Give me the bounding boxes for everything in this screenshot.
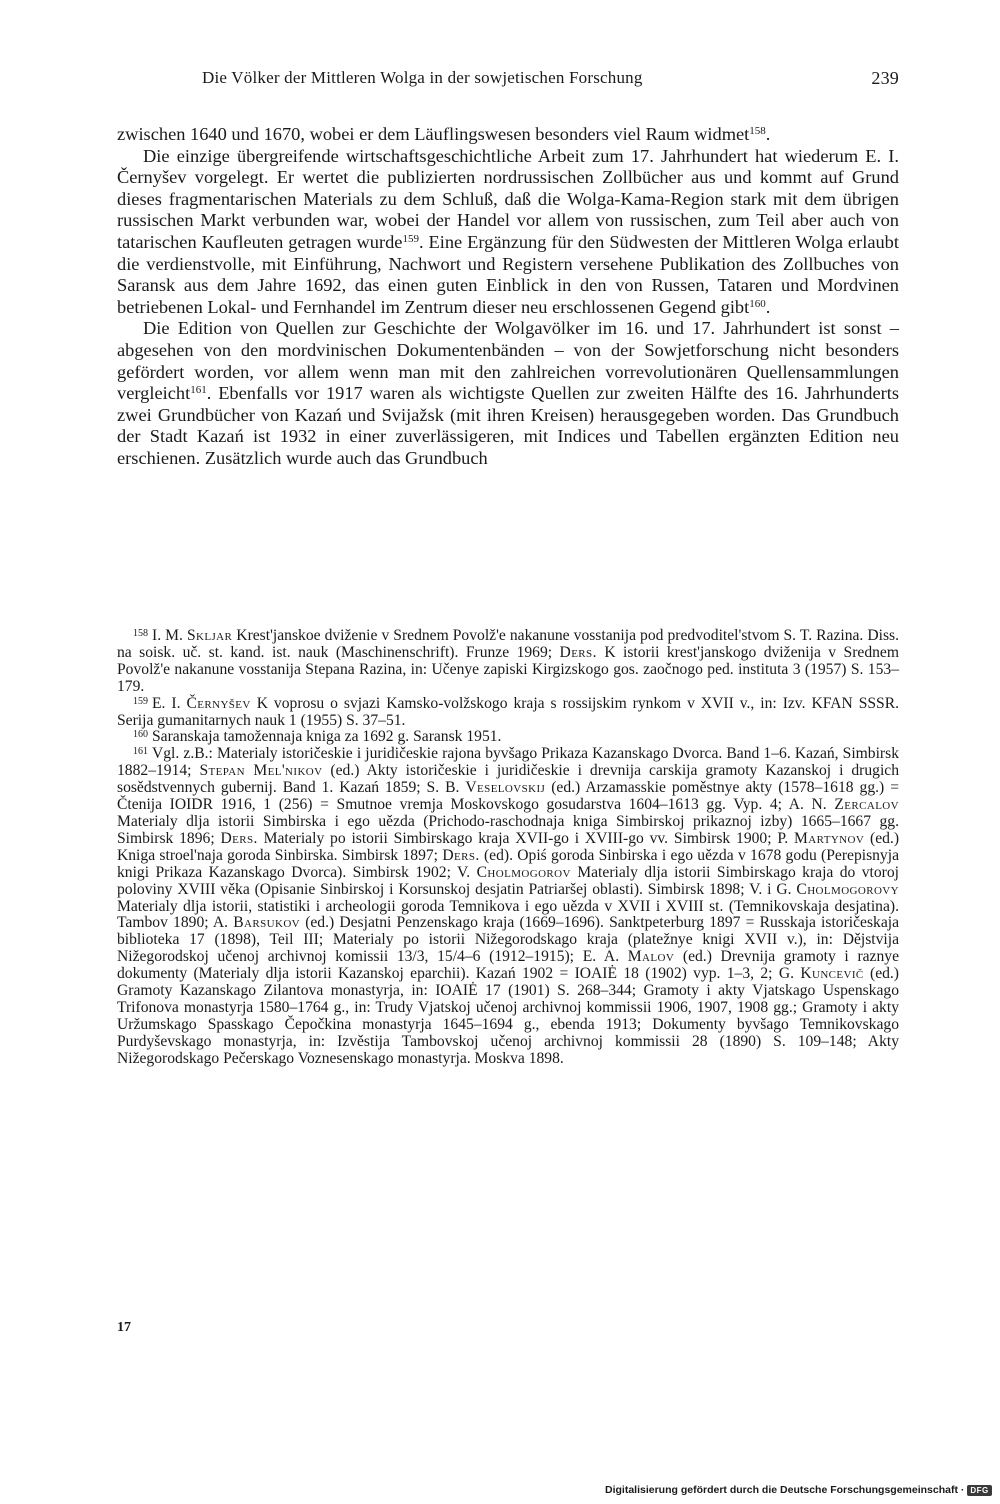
footnote-160: $^{160}$ Saranskaja tamožennaja kniga za 1692 g. Saransk 1951. (133, 728, 502, 746)
footnote-161: $^{161}$ Vgl. z.B.: Materialy istoričeskie i juridičeskie rajona byvšago Prikaza Kazanskago Dvorca. Band 1–6. Kazań, Simbirsk 1882–1914; Stepan Mel'nikov (ed.) Akty istoričeskie i juridičeskie i drevnija carskija gramoty Kazanskoj i drugich sosědstvennych gubernij. Band 1. Kazań 1859; S. B. Veselovskij (ed.) Arzamasskie poměstnye akty (1578–1618 gg.) = Čtenija IOIDR 1916, 1 (256) = Smutnoe vremja Moskovskogo gosudarstva 1604–1613 gg. Vyp. 4; A. N. Zercalov Materialy dlja istorii Simbirska i ego uězda (Prichodo-raschodnaja kniga Simbirskoj prikaznoj izby) 1665–1667 gg. Simbirsk 1896; Ders. Materialy po istorii Simbirskago kraja XVII-go i XVIII-go vv. Simbirsk 1900; P. Martynov (ed.) Kniga stroel'naja goroda Sinbirska. Simbirsk 1897; Ders. (ed). Opiś goroda Sinbirska i ego uězda v 1678 godu (Perepisnyja knigi Prikaza Kazanskago Dvorca). Simbirsk 1902; V. Cholmogorov Materialy dlja istorii Simbirskago kraja do vtoroj poloviny XVIII věka (Opisanie Sinbirskoj i Korsunskoj desjatin Patriaršej oblasti). Simbirsk 1898; V. i G. Cholmogorovy Materialy dlja istorii, statistiki i archeologii goroda Temnikova i ego uězda v XVII i XVIII st. (Temnikovskaja desjatina). Tambov 1890; A. Barsukov (ed.) Desjatni Penzenskago kraja (1669–1696). Sanktpeterburg 1897 = Russkaja istoričeskaja biblioteka 17 (1898), Teil III; Materialy po istorii Nižegorodskago kraja (platežnye knigi XVII v.), in: Dějstvija Nižegorodskoj učenoj archivnoj komissii 13/3, 15/4–6 (1912–1915); E. A. Malov (ed.) Drevnija gramoty i raznye dokumenty (Materialy dlja istorii Kazanskoj eparchii). Kazań 1902 = IOAIĖ 18 (1902) vyp. 1–3, 2; G. Kuncevič (ed.) Gramoty Kazanskago Zilantova monastyrja, in: IOAIĖ 17 (1901) S. 268–344; Gramoty i akty Vjatskago Uspenskago Trifonova monastyrja 1580–1764 g., in: Trudy Vjatskoj učenoj archivnoj kommissii 1906, 1907, 1908 gg.; Gramoty i akty Uržumskago Spasskago Čepočkina monastyrja 1645–1694 g., ebenda 1913; Dokumenty byvšago Temnikovskago Purdyševskago monastyrja, in: Izvěstija Tambovskoj učenoj archivnoj kommissii 28 (1890) S. 109–148; Akty Nižegorodskago Pečerskago Voznesenskago monastyrja. Moskva 1898. (117, 745, 900, 1067)
dfg-logo: DFG (967, 1485, 991, 1496)
footnote-158: $^{158}$ I. M. Skljar Krest'janskoe dviženie v Srednem Povolž'e nakanune vosstanija pod predvoditel'stvom S. T. Razina. Diss. na soisk. uč. st. kand. ist. nauk (Maschinenschrift). Frunze 1969; Ders. K istorii krest'janskogo dviženija v Srednem Povolž'e nakanune vosstanija Stepana Razina, in: Učenye zapiski Kirgizskogo gos. zaočnogo ped. instituta 3 (1957) S. 153–179. (117, 627, 900, 695)
body-text (117, 124, 899, 470)
sheet-signature: 17 (117, 1320, 131, 1335)
footnote-number: 161 (133, 746, 148, 758)
footnote-ref-159[interactable]: 159 (402, 232, 419, 245)
page-number: 239 (871, 68, 899, 88)
footnote-number: 159 (133, 695, 148, 707)
footnote-number: 158 (133, 628, 148, 639)
footnote-number: 160 (133, 729, 148, 741)
paragraph-2: Die einzige übergreifende wirtschaftsgeschichtliche Arbeit zum 17. Jahrhundert hat wiederum E. I. Černyšev vorgelegt. Er wertet die publizierten nordrussischen Zollbücher aus und kommt auf Grund dieses fragmentarischen Materials zu dem Schluß, daß die Wolga-Kama-Region stark mit dem übrigen russischen Markt verbunden war, wobei der Handel vor allem von russischen, zum Teil aber auch von tatarischen Kaufleuten getragen wurde$^{159}$. Eine Ergänzung für den Südwesten der Mittleren Wolga erlaubt die verdienstvolle, mit Einführung, Nachwort und Registern versehene Publikation des Zollbuches von Saransk aus dem Jahre 1692, das einen guten Einblick in den von Russen, Tataren und Mordvinen betriebenen Lokal- und Fernhandel im Zentrum dieser neu erschlossenen Gegend gibt$^{160}$. (117, 145, 899, 317)
footnote-159: $^{159}$ E. I. Černyšev K voprosu o svjazi Kamsko-volžskogo kraja s rossijskim rynkom v XVII v., in: Izv. KFAN SSSR. Serija gumanitarnych nauk 1 (1955) S. 37–51. (117, 694, 900, 729)
running-title: Die Völker der Mittleren Wolga in der sowjetischen Forschung (202, 68, 643, 87)
footnotes (117, 628, 899, 1068)
footnote-ref-158[interactable]: 158 (749, 125, 766, 137)
paragraph-1: zwischen 1640 und 1670, wobei er dem Läuflingswesen besonders viel Raum widmet$^{158}$. (117, 124, 771, 144)
paragraph-3: Die Edition von Quellen zur Geschichte der Wolgavölker im 16. und 17. Jahrhundert ist sonst – abgesehen von den mordvinischen Dokumentenbänden – von der Sowjetforschung nicht besonders gefördert worden, vor allem wenn man mit den zahlreichen vorrevolutionären Quellensammlungen vergleicht$^{161}$. Ebenfalls vor 1917 waren als wichtigste Quellen zur zweiten Hälfte des 16. Jahrhunderts zwei Grundbücher von Kazań und Svijažsk (mit ihren Kreisen) herausgegeben worden. Das Grundbuch der Stadt Kazań ist 1932 in einer zuverlässigeren, mit Indices und Tabellen ergänzten Edition neu erschienen. Zusätzlich wurde auch das Grundbuch (117, 318, 899, 468)
funding-text: Digitalisierung gefördert durch die Deutsche Forschungsgemeinschaft · (605, 1484, 965, 1496)
footnote-ref-160[interactable]: 160 (749, 297, 766, 310)
page-header (117, 68, 899, 94)
funding-notice (605, 1484, 992, 1500)
footnote-ref-161[interactable]: 161 (190, 384, 207, 397)
